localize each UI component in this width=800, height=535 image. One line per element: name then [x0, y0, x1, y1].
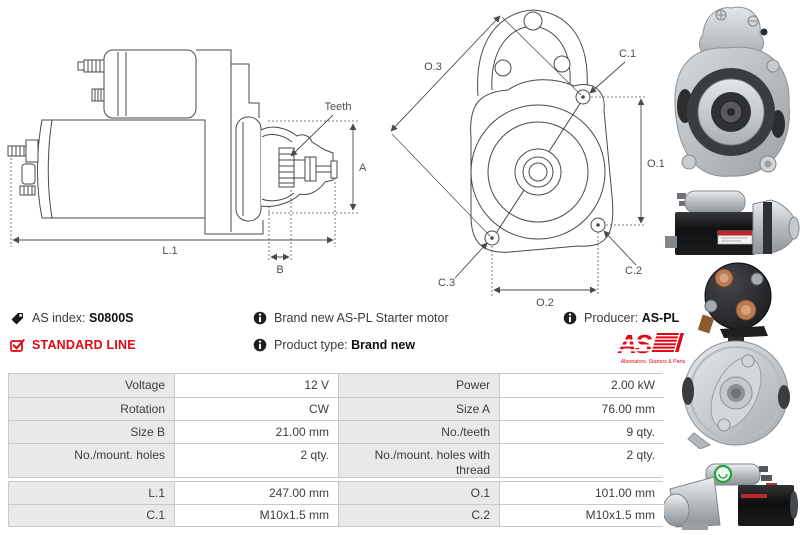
spec-label: Rotation	[9, 397, 174, 420]
spec-value: 12 V	[174, 374, 338, 397]
dim-l1-label: L.1	[162, 245, 178, 257]
standard-line-row	[10, 336, 136, 354]
spec-table-primary	[8, 373, 663, 478]
spec-value: 9 qty.	[499, 420, 664, 443]
spec-value: M10x1.5 mm	[174, 504, 338, 526]
spec-label: Size B	[9, 420, 174, 443]
starter-solenoid-rear-photo[interactable]	[694, 262, 778, 338]
spec-label: C.2	[338, 504, 499, 526]
spec-table	[8, 373, 663, 527]
spec-value: CW	[174, 397, 338, 420]
dim-o1-label: O.1	[647, 158, 665, 170]
spec-value: 21.00 mm	[174, 420, 338, 443]
starter-side-photo[interactable]	[663, 190, 800, 258]
front-view-diagram	[372, 0, 672, 315]
spec-label: No./mount. holes	[9, 443, 174, 477]
spec-label: Size A	[338, 397, 499, 420]
dim-c1-label: C.1	[619, 48, 637, 60]
product-type: Product type: Brand new	[274, 338, 416, 352]
dim-c3-label: C.3	[438, 277, 456, 289]
product-description: Brand new AS-PL Starter motor	[274, 311, 449, 325]
spec-table-secondary	[8, 481, 663, 527]
tag-icon	[10, 311, 25, 326]
spec-value: 2 qty.	[499, 443, 664, 477]
dim-o2-label: O.2	[536, 297, 554, 309]
starter-front-flange-photo[interactable]	[665, 4, 797, 186]
info-col-description	[253, 309, 449, 363]
info-icon	[563, 311, 577, 325]
producer-row	[563, 309, 679, 327]
starter-rear-bracket-photo[interactable]	[676, 337, 798, 449]
info-icon	[253, 311, 267, 325]
spec-value: 76.00 mm	[499, 397, 664, 420]
dim-b-label: B	[276, 264, 284, 276]
spec-label: Voltage	[9, 374, 174, 397]
logo-tagline: Alternators, Starters & Parts	[620, 359, 686, 365]
description-row	[253, 309, 449, 327]
spec-value: 2.00 kW	[499, 374, 664, 397]
spec-value: 247.00 mm	[174, 482, 338, 504]
dim-c2-label: C.2	[625, 265, 643, 277]
spec-label: Power	[338, 374, 499, 397]
standard-line-label: STANDARD LINE	[32, 338, 136, 352]
as-index-value: S0800S	[89, 311, 134, 325]
producer: Producer: AS-PL	[584, 311, 680, 325]
side-view-diagram	[0, 0, 372, 300]
as-pl-logo	[617, 330, 689, 366]
dim-a-label: A	[359, 162, 367, 174]
product-type-value: Brand new	[351, 338, 416, 352]
spec-label: No./teeth	[338, 420, 499, 443]
dim-o3-label: O.3	[424, 61, 442, 73]
as-index: AS index: S0800S	[32, 311, 134, 325]
spec-label: C.1	[9, 504, 174, 526]
checked-checkbox-icon	[10, 338, 25, 352]
spec-label: O.1	[338, 482, 499, 504]
product-type-row	[253, 336, 449, 354]
spec-value: 2 qty.	[174, 443, 338, 477]
starter-angled-photo[interactable]	[662, 457, 799, 532]
info-icon	[253, 338, 267, 352]
spec-label: No./mount. holes with thread	[338, 443, 499, 477]
spec-value: M10x1.5 mm	[499, 504, 664, 526]
info-col-index	[10, 309, 136, 363]
producer-value: AS-PL	[641, 311, 680, 325]
spec-label: L.1	[9, 482, 174, 504]
spec-value: 101.00 mm	[499, 482, 664, 504]
as-index-row	[10, 309, 136, 327]
teeth-label: Teeth	[324, 101, 352, 113]
